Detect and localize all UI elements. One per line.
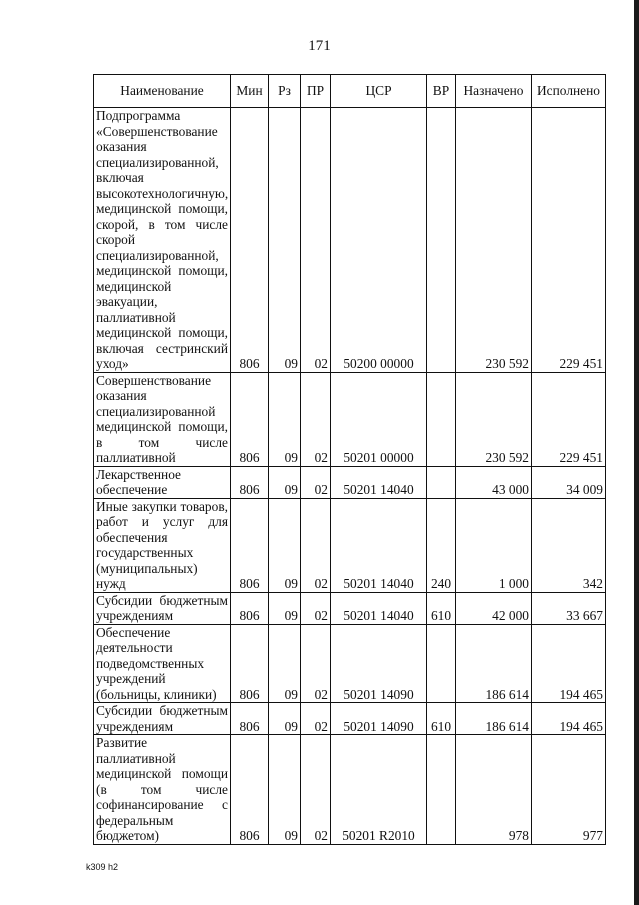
table-row: [94, 735, 606, 845]
cell-min: 806: [231, 498, 269, 592]
cell-rz: 09: [269, 735, 301, 845]
cell-min: 806: [231, 372, 269, 466]
cell-executed: 977: [532, 735, 606, 845]
row-name-text: Субсидии бюджетным учреждениям: [96, 592, 228, 623]
cell-rz: 09: [269, 108, 301, 373]
cell-csr: 50200 00000: [331, 108, 427, 373]
cell-vr: [427, 624, 456, 703]
cell-rz: 09: [269, 592, 301, 624]
cell-csr: 50201 14040: [331, 498, 427, 592]
row-name-text: Развитие паллиативной медицинской помощи (в том числе софинансирование с федеральным бюджетом): [96, 735, 228, 843]
cell-pr: 02: [301, 108, 331, 373]
cell-name: [94, 735, 231, 845]
cell-pr: 02: [301, 735, 331, 845]
cell-vr: [427, 108, 456, 373]
header-vr: ВР: [427, 75, 456, 108]
cell-rz: 09: [269, 703, 301, 735]
header-name: Наименование: [94, 75, 231, 108]
cell-assigned: 42 000: [456, 592, 532, 624]
cell-vr: 240: [427, 498, 456, 592]
table-row: [94, 624, 606, 703]
cell-assigned: 978: [456, 735, 532, 845]
table-row: [94, 703, 606, 735]
cell-min: 806: [231, 108, 269, 373]
budget-table: [93, 74, 606, 845]
cell-rz: 09: [269, 466, 301, 498]
cell-name: [94, 498, 231, 592]
table-header-row: [94, 75, 606, 108]
cell-vr: [427, 372, 456, 466]
cell-csr: 50201 00000: [331, 372, 427, 466]
cell-assigned: 230 592: [456, 108, 532, 373]
cell-assigned: 43 000: [456, 466, 532, 498]
table-row: [94, 372, 606, 466]
table-body: [94, 108, 606, 845]
cell-assigned: 230 592: [456, 372, 532, 466]
cell-executed: 229 451: [532, 372, 606, 466]
cell-assigned: 186 614: [456, 703, 532, 735]
cell-name: [94, 624, 231, 703]
cell-vr: [427, 466, 456, 498]
cell-min: 806: [231, 735, 269, 845]
cell-rz: 09: [269, 624, 301, 703]
cell-pr: 02: [301, 498, 331, 592]
header-min: Мин: [231, 75, 269, 108]
row-name-text: Совершенствование оказания специализированной медицинской помощи, в том числе паллиативной: [96, 372, 228, 465]
cell-min: 806: [231, 592, 269, 624]
cell-executed: 33 667: [532, 592, 606, 624]
cell-min: 806: [231, 466, 269, 498]
cell-executed: 229 451: [532, 108, 606, 373]
cell-pr: 02: [301, 592, 331, 624]
cell-assigned: 1 000: [456, 498, 532, 592]
cell-csr: 50201 14090: [331, 703, 427, 735]
cell-pr: 02: [301, 372, 331, 466]
cell-vr: [427, 735, 456, 845]
cell-executed: 34 009: [532, 466, 606, 498]
cell-executed: 194 465: [532, 703, 606, 735]
cell-name: [94, 466, 231, 498]
row-name-text: Субсидии бюджетным учреждениям: [96, 703, 228, 734]
scan-edge: [634, 0, 639, 905]
row-name-text: Обеспечение деятельности подведомственных учреждений (больницы, клиники): [96, 624, 217, 702]
cell-executed: 342: [532, 498, 606, 592]
table-row: [94, 498, 606, 592]
header-csr: ЦСР: [331, 75, 427, 108]
cell-name: [94, 372, 231, 466]
cell-name: [94, 108, 231, 373]
cell-vr: 610: [427, 592, 456, 624]
cell-min: 806: [231, 624, 269, 703]
header-executed: Исполнено: [532, 75, 606, 108]
cell-pr: 02: [301, 703, 331, 735]
table-row: [94, 108, 606, 373]
row-name-text: Лекарственное обеспечение: [96, 466, 181, 497]
cell-pr: 02: [301, 624, 331, 703]
cell-name: [94, 703, 231, 735]
cell-csr: 50201 14090: [331, 624, 427, 703]
cell-assigned: 186 614: [456, 624, 532, 703]
cell-csr: 50201 14040: [331, 466, 427, 498]
header-assigned: Назначено: [456, 75, 532, 108]
cell-pr: 02: [301, 466, 331, 498]
cell-csr: 50201 14040: [331, 592, 427, 624]
row-name-text: Иные закупки товаров, работ и услуг для обеспечения государственных (муниципальных) нужд: [96, 498, 228, 591]
table-row: [94, 592, 606, 624]
cell-vr: 610: [427, 703, 456, 735]
header-pr: ПР: [301, 75, 331, 108]
cell-csr: 50201 R2010: [331, 735, 427, 845]
row-name-text: Подпрограмма «Совершенствование оказания специализированной, включая высокотехнологичную, медицинской помощи, скорой, в том числе скорой специализированной, медицинской помощи, медицинской эвакуации, паллиативной медицинской помощи, включая сестринский уход»: [96, 108, 229, 371]
cell-min: 806: [231, 703, 269, 735]
table-row: [94, 466, 606, 498]
cell-executed: 194 465: [532, 624, 606, 703]
cell-rz: 09: [269, 498, 301, 592]
footer-code: k309 h2: [86, 862, 119, 872]
cell-rz: 09: [269, 372, 301, 466]
header-rz: Рз: [269, 75, 301, 108]
page-number: 171: [308, 38, 331, 54]
cell-name: [94, 592, 231, 624]
